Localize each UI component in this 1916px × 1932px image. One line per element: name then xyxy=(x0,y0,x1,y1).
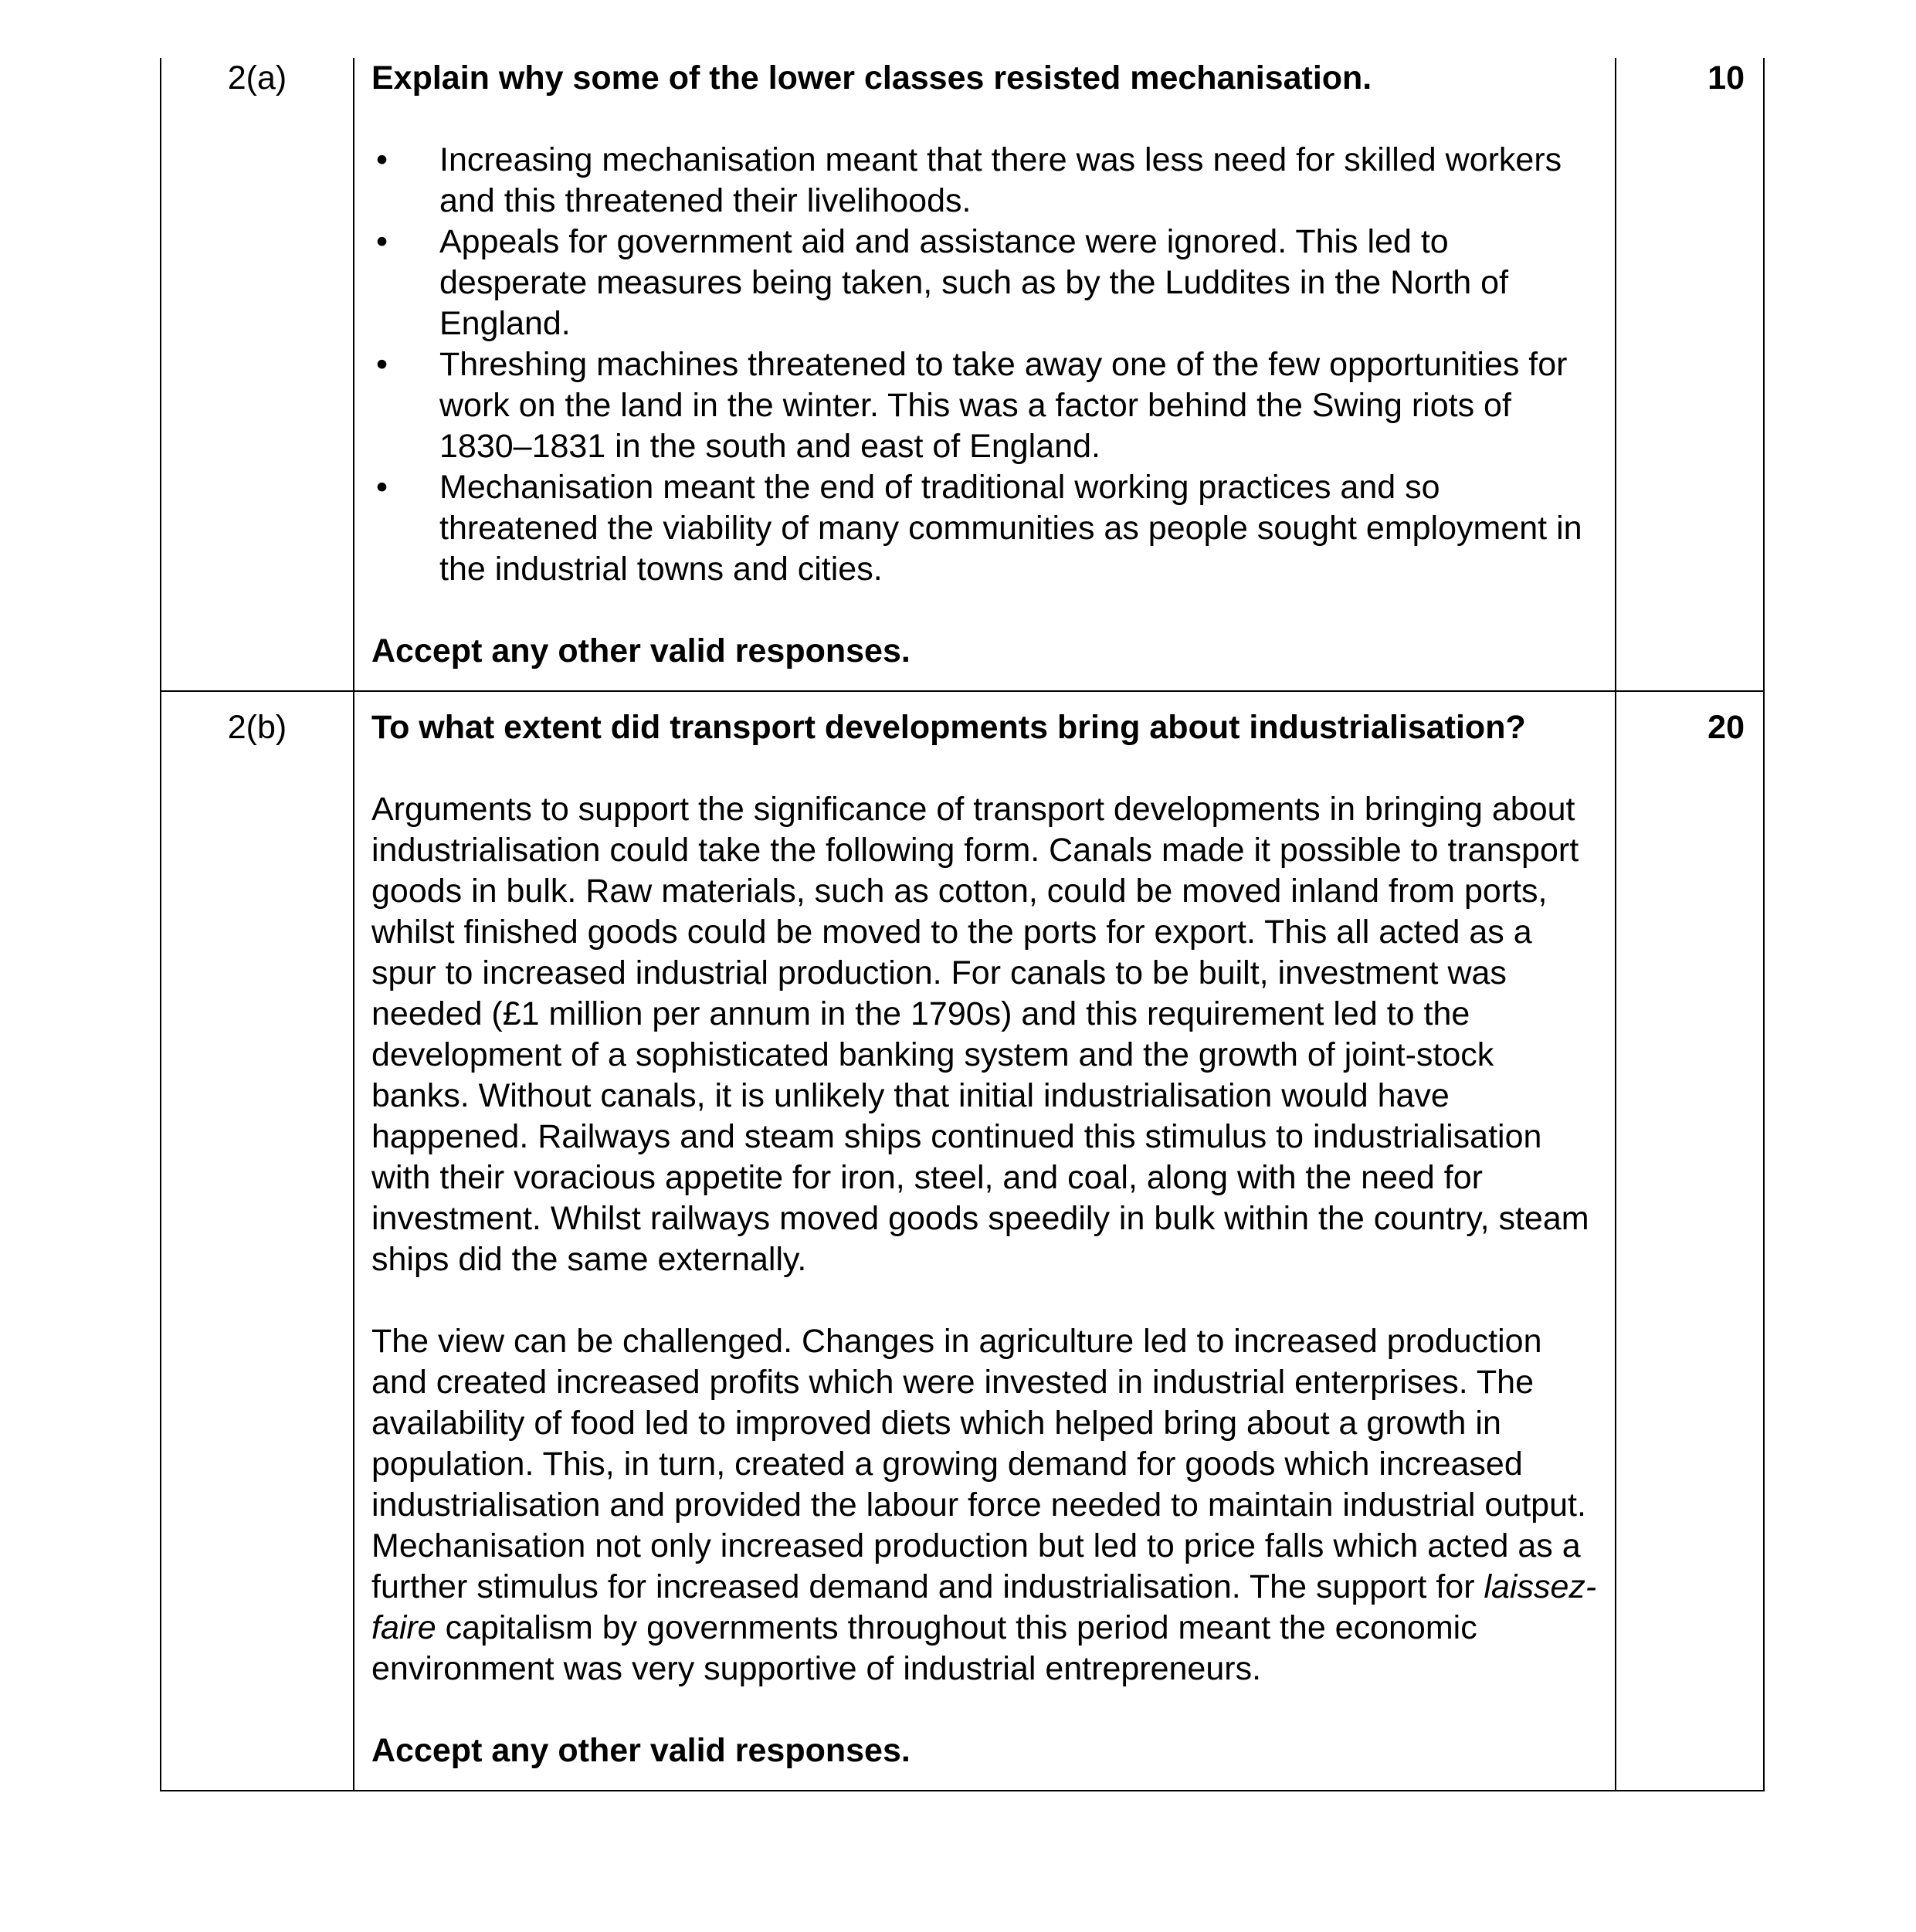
answer-paragraph: The view can be challenged. Changes in agriculture led to increased production and created increased profits which were invested in industrial enterprises. The availability of food led to improved diets which helped bring about a growth in population. This, in turn, created a growing demand for goods which increased industrialisation and provided the labour force needed to maintain industrial output. Mechanisation not only increased production but led to price falls which acted as a further stimulus for increased demand and industrialisation. The support for laissez-faire capitalism by governments throughout this period meant the economic environment was very supportive of industrial entrepreneurs. xyxy=(371,1323,1597,1687)
answer-cell xyxy=(354,58,1616,691)
mark-scheme-table xyxy=(160,58,1765,1791)
answer-paragraph: Arguments to support the significance of transport developments in bringing about industrialisation could take the following form. Canals made it possible to transport goods in bulk. Raw materials, such as cotton, could be moved inland from ports, whilst finished goods could be moved to the ports for export. This all acted as a spur to increased industrial production. For canals to be built, investment was needed (£1 million per annum in the 1790s) and this requirement led to the development of a sophisticated banking system and the growth of joint-stock banks. Without canals, it is unlikely that initial industrialisation would have happened. Railways and steam ships continued this stimulus to industrialisation with their voracious appetite for iron, steel, and coal, along with the need for investment. Whilst railways moved goods speedily in bulk within the country, steam ships did the same externally. xyxy=(371,791,1589,1278)
question-number: 2(b) xyxy=(161,691,354,1791)
question-row-2a xyxy=(161,58,1764,691)
answer-points xyxy=(371,140,1598,590)
bullet-icon: • xyxy=(376,141,388,178)
marks-value: 10 xyxy=(1616,58,1764,691)
bullet-icon: • xyxy=(376,469,388,506)
marks-value: 20 xyxy=(1616,691,1764,1791)
answer-cell xyxy=(354,691,1616,1791)
question-text: To what extent did transport developments bring about industrialisation? xyxy=(371,709,1526,746)
accept-note: Accept any other valid responses. xyxy=(371,1732,911,1769)
bullet-icon: • xyxy=(376,223,388,260)
list-item: • Increasing mechanisation meant that there was less need for skilled workers and this threatened their livelihoods. xyxy=(376,141,1562,219)
question-number: 2(a) xyxy=(161,58,354,691)
question-row-2b xyxy=(161,691,1764,1791)
list-item: • Threshing machines threatened to take away one of the few opportunities for work on the land in the winter. This was a factor behind the Swing riots of 1830–1831 in the south and east of England. xyxy=(376,346,1568,465)
list-item: • Mechanisation meant the end of traditional working practices and so threatened the viability of many communities as people sought employment in the industrial towns and cities. xyxy=(376,469,1582,588)
accept-note: Accept any other valid responses. xyxy=(371,632,911,669)
italic-term: laissez-faire xyxy=(371,1568,1597,1646)
bullet-icon: • xyxy=(376,346,388,383)
list-item: • Appeals for government aid and assistance were ignored. This led to desperate measures being taken, such as by the Luddites in the North of England. xyxy=(376,223,1509,342)
question-text: Explain why some of the lower classes resisted mechanisation. xyxy=(371,59,1372,97)
